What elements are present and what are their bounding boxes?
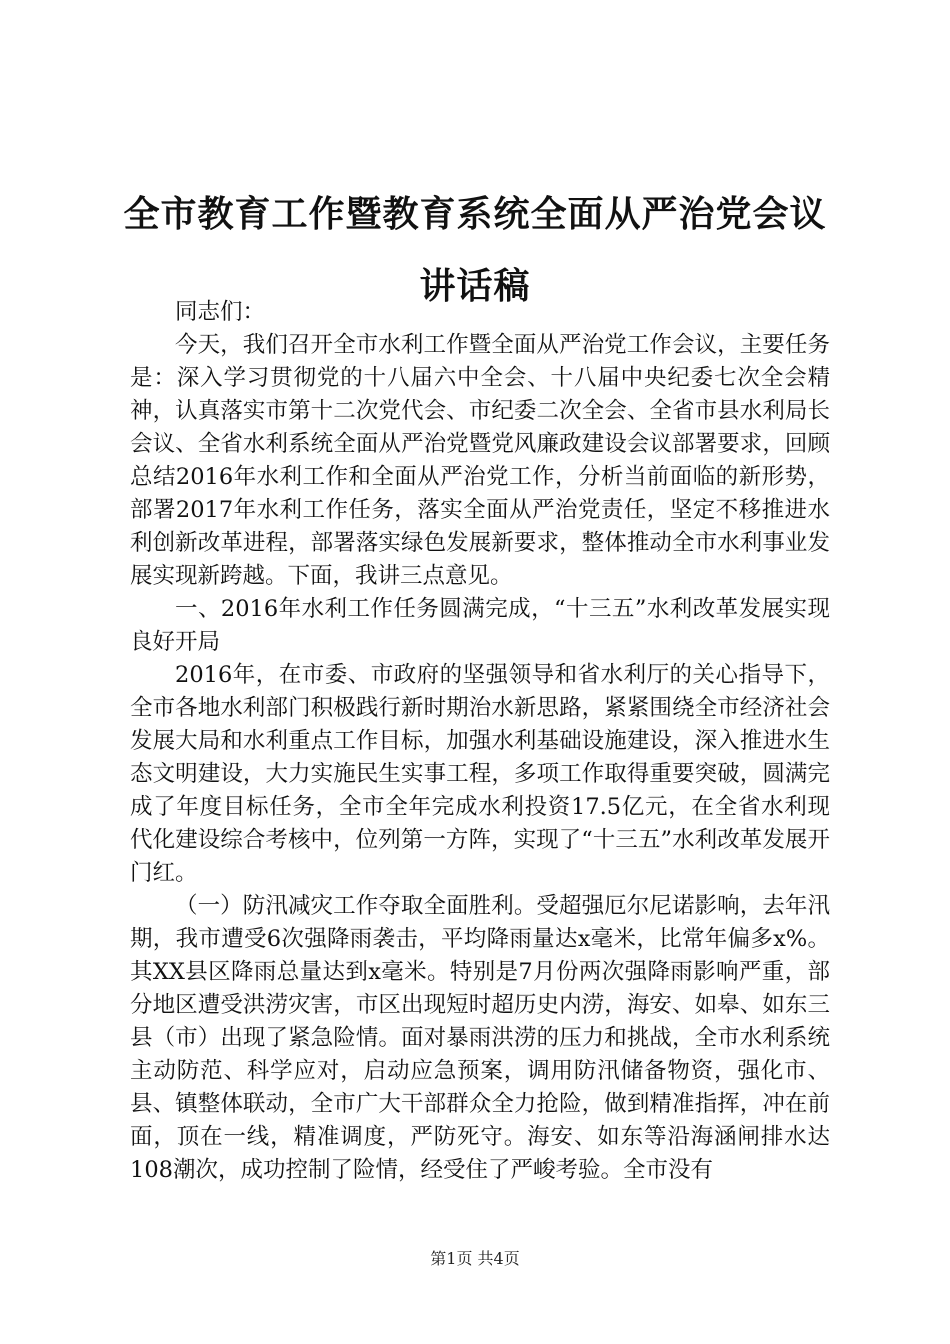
intro-paragraph: 今天，我们召开全市水利工作暨全面从严治党工作会议，主要任务是：深入学习贯彻党的十八届六中全会、十八届中央纪委七次全会精神，认真落实市第十二次党代会、市纪委二次全会、全省市县水利局长会议、全省水利系统全面从严治党暨党风廉政建设会议部署要求，回顾总结2016年水利工作和全面从严治党工作，分析当前面临的新形势，部署2017年水利工作任务，落实全面从严治党责任，坚定不移推进水利创新改革进程，部署落实绿色发展新要求，整体推动全市水利事业发展实现新跨越。下面，我讲三点意见。 bbox=[130, 332, 830, 589]
section-heading-1: 一、2016年水利工作任务圆满完成，“十三五”水利改革发展实现良好开局 bbox=[130, 596, 830, 655]
page-footer: 第1页 共4页 bbox=[430, 1249, 520, 1268]
document-body bbox=[130, 296, 830, 1187]
section-1-paragraph: 2016年，在市委、市政府的坚强领导和省水利厅的关心指导下，全市各地水利部门积极践行新时期治水新思路，紧紧围绕全市经济社会发展大局和水利重点工作目标，加强水利基础设施建设，深入推进水生态文明建设，大力实施民生实事工程，多项工作取得重要突破，圆满完成了年度目标任务，全市全年完成水利投资17.5亿元，在全省水利现代化建设综合考核中，位列第一方阵，实现了“十三五”水利改革发展开门红。 bbox=[130, 662, 830, 886]
document-title: 全市教育工作暨教育系统全面从严治党会议讲话稿 bbox=[123, 193, 827, 307]
subsection-1-paragraph: （一）防汛减灾工作夺取全面胜利。受超强厄尔尼诺影响，去年汛期，我市遭受6次强降雨袭击，平均降雨量达x毫米，比常年偏多x%。其XX县区降雨总量达到x毫米。特别是7月份两次强降雨影响严重，部分地区遭受洪涝灾害，市区出现短时超历史内涝，海安、如皋、如东三县（市）出现了紧急险情。面对暴雨洪涝的压力和挑战，全市水利系统主动防范、科学应对，启动应急预案，调用防汛储备物资，强化市、县、镇整体联动，全市广大干部群众全力抢险，做到精准指挥，冲在前面，顶在一线，精准调度，严防死守。海安、如东等沿海涵闸排水达108潮次，成功控制了险情，经受住了严峻考验。全市没有 bbox=[130, 893, 830, 1183]
salutation-paragraph: 同志们： bbox=[175, 299, 266, 325]
